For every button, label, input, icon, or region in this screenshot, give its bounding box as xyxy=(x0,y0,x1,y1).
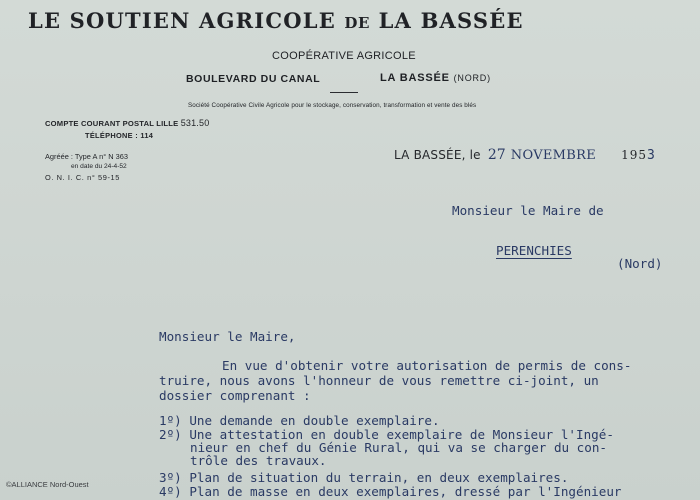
date-line xyxy=(394,144,656,163)
letterhead-address-street: BOULEVARD DU CANAL xyxy=(186,73,321,85)
date-year xyxy=(621,148,656,162)
list-item: 1º) Une demande en double exemplaire. xyxy=(159,413,440,428)
salutation: Monsieur le Maire, xyxy=(159,329,296,344)
list-item: 3º) Plan de situation du terrain, en deux exemplaires. xyxy=(159,470,569,485)
date-day: 27 xyxy=(487,147,506,163)
letterhead-address-town xyxy=(380,72,491,84)
letterhead-title-main: LE SOUTIEN AGRICOLE xyxy=(28,8,336,33)
recipient-line: Monsieur le Maire de xyxy=(452,203,604,218)
letterhead-description: Société Coopérative Civile Agricole pour le stockage, conservation, transformation et vente des blés xyxy=(188,102,477,109)
info-agreement: Agréée : Type A n° N 363 xyxy=(45,152,128,161)
date-year-prefix: 195 xyxy=(621,148,648,162)
recipient-town: PERENCHIES xyxy=(496,243,572,258)
info-ccp-label: COMPTE COURANT POSTAL LILLE xyxy=(45,119,179,128)
info-postal-account xyxy=(45,118,209,128)
letterhead-dept: (NORD) xyxy=(453,73,491,83)
list-item-continuation: trôle des travaux. xyxy=(190,453,327,468)
copyright-watermark: ©ALLIANCE Nord-Ouest xyxy=(6,480,89,489)
date-year-last: 3 xyxy=(647,148,656,163)
list-item: 2º) Une attestation en double exemplaire de Monsieur l'Ingé- xyxy=(159,427,614,442)
letterhead-title-end: LA BASSÉE xyxy=(378,8,524,33)
paragraph-line: En vue d'obtenir votre autorisation de permis de cons- xyxy=(222,358,632,373)
info-ccp-number: 531.50 xyxy=(180,118,210,128)
paragraph-line: dossier comprenant : xyxy=(159,388,311,403)
info-onic: O. N. I. C. n° 59-15 xyxy=(45,173,120,182)
letterhead-town: LA BASSÉE xyxy=(380,72,450,84)
letterhead-title xyxy=(28,8,524,33)
recipient-dept: (Nord) xyxy=(617,256,663,271)
date-city: LA BASSÉE, le xyxy=(394,148,481,162)
info-agreement-date: en date du 24-4-52 xyxy=(71,163,127,170)
list-item-continuation: nieur en chef du Génie Rural, qui va se charger du con- xyxy=(190,440,608,455)
info-telephone: TÉLÉPHONE : 114 xyxy=(85,131,154,140)
paragraph-line: truire, nous avons l'honneur de vous remettre ci-joint, un xyxy=(159,373,599,388)
letterhead-subtitle: COOPÉRATIVE AGRICOLE xyxy=(272,50,416,62)
letterhead-title-de: DE xyxy=(344,14,371,32)
letterhead-divider xyxy=(330,92,358,93)
list-item: 4º) Plan de masse en deux exemplaires, dressé par l'Ingénieur xyxy=(159,484,622,499)
date-month: NOVEMBRE xyxy=(510,148,597,163)
